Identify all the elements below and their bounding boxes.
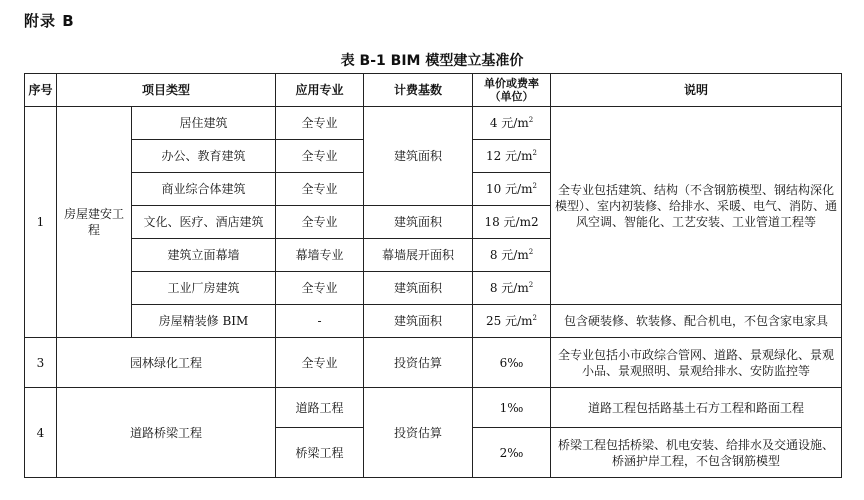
unit-superscript: 2	[528, 248, 534, 256]
desc-cell: 全专业包括小市政综合管网、道路、景观绿化、景观小品、景观照明、景观给排水、安防监控等	[551, 338, 842, 388]
price-value: 8 元/m	[489, 281, 529, 295]
type-cell: 文化、医疗、酒店建筑	[132, 206, 276, 239]
desc-cell: 桥梁工程包括桥梁、机电安装、给排水及交通设施、桥涵护岸工程，不包含钢筋模型	[551, 428, 842, 478]
type-cell: 办公、教育建筑	[132, 140, 276, 173]
header-row	[25, 74, 842, 107]
price-cell	[473, 173, 551, 206]
price-cell: 1‰	[473, 388, 551, 428]
discipline-cell: 全专业	[276, 107, 364, 140]
desc-cell: 道路工程包括路基土石方工程和路面工程	[551, 388, 842, 428]
discipline-cell: 桥梁工程	[276, 428, 364, 478]
price-cell: 2‰	[473, 428, 551, 478]
type-cell: 建筑立面幕墙	[132, 239, 276, 272]
unit-superscript: 2	[528, 116, 534, 124]
discipline-cell: 全专业	[276, 272, 364, 305]
price-cell: 18 元/m2	[473, 206, 551, 239]
price-value: 10 元/m	[486, 182, 533, 196]
header-base: 计费基数	[364, 74, 473, 107]
seq-cell: 1	[25, 107, 57, 338]
table-row	[25, 338, 842, 388]
table-row	[25, 305, 842, 338]
table-row	[25, 388, 842, 428]
unit-superscript: 2	[532, 149, 537, 157]
table-title: 表 B-1 BIM 模型建立基准价	[340, 53, 524, 69]
price-value: 25 元/m	[486, 314, 533, 328]
base-cell: 投资估算	[364, 338, 473, 388]
appendix-label: 附录 B	[24, 12, 75, 30]
type-cell: 商业综合体建筑	[132, 173, 276, 206]
price-cell	[473, 272, 551, 305]
header-desc: 说明	[551, 74, 842, 107]
unit-superscript: 2	[532, 182, 537, 190]
discipline-cell: 全专业	[276, 140, 364, 173]
base-cell: 建筑面积	[364, 305, 473, 338]
discipline-cell: 道路工程	[276, 388, 364, 428]
header-project-type: 项目类型	[57, 74, 276, 107]
unit-superscript: 2	[532, 314, 537, 322]
base-cell: 幕墙展开面积	[364, 239, 473, 272]
header-seq: 序号	[25, 74, 57, 107]
base-cell: 投资估算	[364, 388, 473, 478]
unit-superscript: 2	[528, 281, 534, 289]
price-cell: 6‰	[473, 338, 551, 388]
desc-cell: 全专业包括建筑、结构（不含钢筋模型、钢结构深化模型）、室内初装修、给排水、采暖、电气、消防、通风空调、智能化、工艺安装、工业管道工程等	[551, 107, 842, 305]
header-price-line2: （单位）	[489, 90, 534, 103]
discipline-cell: 全专业	[276, 338, 364, 388]
base-cell: 建筑面积	[364, 272, 473, 305]
header-price-line1: 单价或费率	[484, 77, 540, 90]
table-row	[25, 107, 842, 140]
base-cell: 建筑面积	[364, 206, 473, 239]
desc-cell: 包含硬装修、软装修、配合机电，不包含家电家具	[551, 305, 842, 338]
header-discipline: 应用专业	[276, 74, 364, 107]
type-cell: 工业厂房建筑	[132, 272, 276, 305]
base-cell: 建筑面积	[364, 107, 473, 206]
category-cell: 房屋建安工程	[57, 107, 132, 338]
discipline-cell: 幕墙专业	[276, 239, 364, 272]
discipline-cell: 全专业	[276, 206, 364, 239]
price-cell	[473, 239, 551, 272]
bim-price-table	[24, 73, 842, 478]
type-cell: 房屋精装修 BIM	[132, 305, 276, 338]
price-value: 4 元/m	[489, 116, 529, 130]
discipline-cell: 全专业	[276, 173, 364, 206]
type-cell: 居住建筑	[132, 107, 276, 140]
type-cell: 园林绿化工程	[57, 338, 276, 388]
price-cell	[473, 305, 551, 338]
price-value: 12 元/m	[486, 149, 533, 163]
price-cell	[473, 107, 551, 140]
discipline-cell: -	[276, 305, 364, 338]
header-price	[473, 74, 551, 107]
price-cell	[473, 140, 551, 173]
price-value: 8 元/m	[489, 248, 529, 262]
seq-cell: 3	[25, 338, 57, 388]
type-cell: 道路桥梁工程	[57, 388, 276, 478]
seq-cell: 4	[25, 388, 57, 478]
